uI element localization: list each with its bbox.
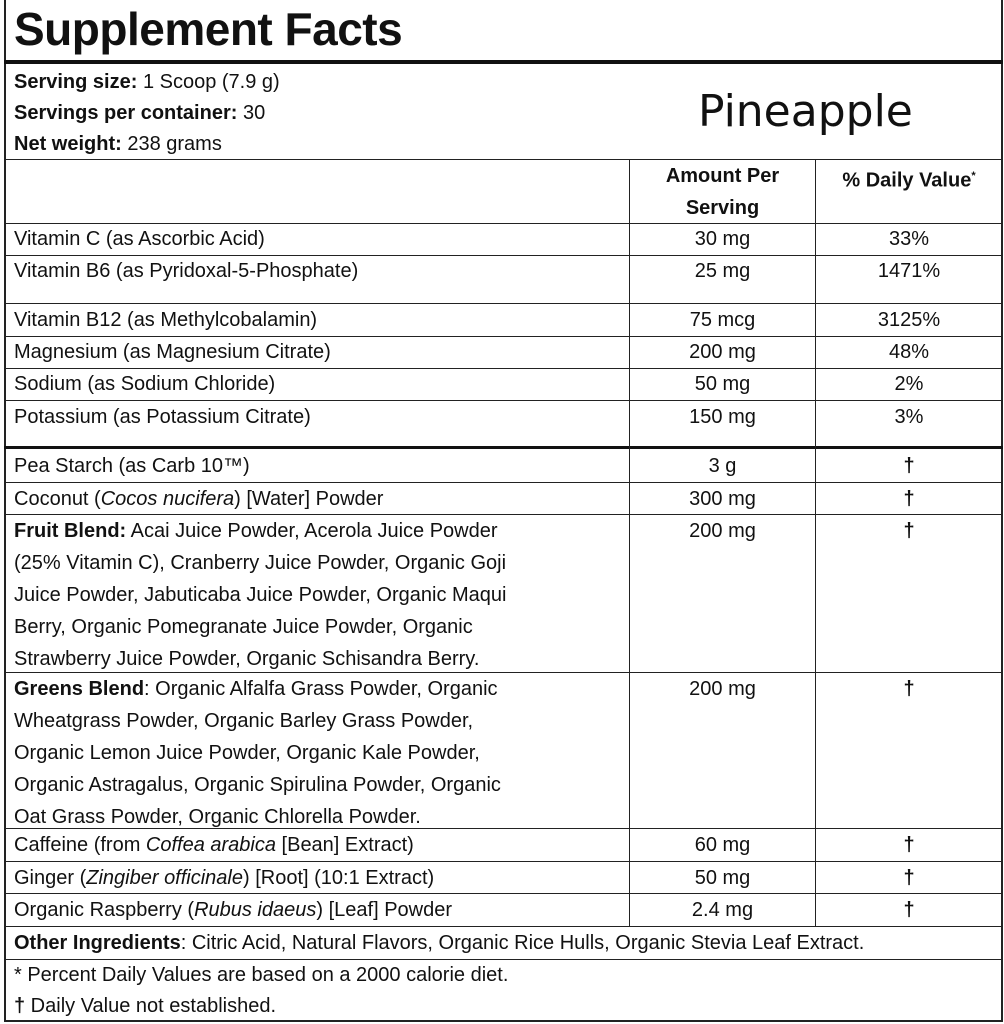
greens-blend-label: Greens Blend [14, 678, 145, 700]
daily-value-header [816, 160, 1002, 197]
ingredient-name-post: ) [Leaf] Powder [316, 899, 452, 921]
greens-blend-line: Organic Lemon Juice Powder, Organic Kale Powder, [14, 742, 480, 764]
servings-per-container-value: 30 [237, 102, 266, 124]
serving-size-label: Serving size: [14, 71, 138, 93]
ingredient-name [14, 483, 624, 515]
amount-header-line1: Amount Per [665, 165, 780, 187]
mineral-amount: 200 mg [689, 341, 756, 363]
vitamin-dv: 33% [888, 228, 930, 250]
servings-per-container [14, 97, 265, 129]
latin-name: Rubus idaeus [194, 899, 317, 921]
amount-header [630, 160, 815, 224]
amount-header-line2: Serving [685, 197, 760, 219]
ingredient-amount: 3 g [708, 455, 737, 477]
title-divider [4, 60, 1003, 64]
other-ingredients-label: Other Ingredients [14, 932, 181, 954]
mineral-amount: 150 mg [689, 406, 756, 428]
other-ingredients [14, 927, 999, 959]
panel-title: Supplement Facts [14, 3, 403, 55]
greens-blend-text: : Organic Alfalfa Grass Powder, Organic [144, 678, 498, 700]
fruit-blend [14, 515, 624, 675]
net-weight-value: 238 grams [121, 133, 222, 155]
dagger-mark: † [903, 488, 915, 510]
ingredient-amount: 60 mg [694, 834, 751, 856]
latin-name: Cocos nucifera [100, 488, 235, 510]
ingredient-name-pre: Organic Raspberry ( [14, 899, 195, 921]
ingredient-name [14, 862, 624, 894]
dagger-mark: † [903, 834, 915, 856]
ingredient-name [14, 894, 624, 926]
ingredient-amount: 50 mg [694, 867, 751, 889]
greens-blend [14, 673, 624, 833]
vitamin-amount: 30 mg [694, 228, 751, 250]
flavor-name: Pineapple [698, 86, 913, 137]
ingredient-name-post: ) [Root] (10:1 Extract) [243, 867, 435, 889]
fruit-blend-line [14, 515, 624, 547]
ingredient-amount: 200 mg [689, 678, 756, 700]
fruit-blend-line: Strawberry Juice Powder, Organic Schisandra Berry. [14, 648, 480, 670]
dagger-mark: † [903, 899, 915, 921]
vitamin-dv: 3125% [877, 309, 941, 331]
dagger-mark: † [903, 867, 915, 889]
vitamin-name: Vitamin B12 (as Methylcobalamin) [14, 309, 318, 331]
vitamin-name: Vitamin C (as Ascorbic Acid) [14, 228, 265, 250]
mineral-dv: 2% [894, 373, 924, 395]
section-divider [4, 446, 1003, 449]
vitamin-dv: 1471% [877, 260, 941, 282]
ingredient-name-pre: Caffeine (from [14, 834, 146, 856]
vitamin-amount: 75 mcg [689, 309, 756, 331]
other-ingredients-text: : Citric Acid, Natural Flavors, Organic Rice Hulls, Organic Stevia Leaf Extract. [180, 932, 865, 954]
greens-blend-line: Organic Astragalus, Organic Spirulina Powder, Organic [14, 774, 501, 796]
mineral-dv: 48% [888, 341, 930, 363]
ingredient-name: Pea Starch (as Carb 10™) [14, 455, 250, 477]
mineral-name: Potassium (as Potassium Citrate) [14, 406, 311, 428]
net-weight-label: Net weight: [14, 133, 122, 155]
vitamin-name: Vitamin B6 (as Pyridoxal-5-Phosphate) [14, 260, 359, 282]
fruit-blend-line: Juice Powder, Jabuticaba Juice Powder, Organic Maqui [14, 584, 507, 606]
fruit-blend-text: Acai Juice Powder, Acerola Juice Powder [126, 520, 498, 542]
serving-size [14, 66, 280, 98]
dagger-symbol: † [14, 995, 26, 1017]
greens-blend-line: Wheatgrass Powder, Organic Barley Grass Powder, [14, 710, 474, 732]
ingredient-amount: 200 mg [689, 520, 756, 542]
ingredient-name-post: ) [Water] Powder [234, 488, 384, 510]
latin-name: Coffea arabica [145, 834, 276, 856]
dagger-footnote-text: Daily Value not established. [25, 995, 277, 1017]
dagger-mark: † [903, 455, 915, 477]
percent-dv-footnote: * Percent Daily Values are based on a 2000 calorie diet. [14, 964, 509, 986]
mineral-dv: 3% [894, 406, 924, 428]
fruit-blend-line: (25% Vitamin C), Cranberry Juice Powder, Organic Goji [14, 552, 507, 574]
fruit-blend-line: Berry, Organic Pomegranate Juice Powder, Organic [14, 616, 473, 638]
daily-value-header-label: % Daily Value [842, 169, 972, 192]
ingredient-name-pre: Coconut ( [14, 488, 101, 510]
greens-blend-line: Oat Grass Powder, Organic Chlorella Powder. [14, 806, 421, 828]
mineral-name: Sodium (as Sodium Chloride) [14, 373, 276, 395]
servings-per-container-label: Servings per container: [14, 102, 238, 124]
dagger-mark: † [903, 520, 915, 542]
latin-name: Zingiber officinale [86, 867, 243, 889]
daily-value-asterisk: * [971, 170, 976, 182]
mineral-amount: 50 mg [694, 373, 751, 395]
greens-blend-line [14, 673, 624, 705]
fruit-blend-label: Fruit Blend: [14, 520, 127, 542]
ingredient-amount: 300 mg [689, 488, 756, 510]
net-weight [14, 128, 222, 160]
dagger-mark: † [903, 678, 915, 700]
ingredient-name [14, 829, 624, 861]
ingredient-name-post: [Bean] Extract) [275, 834, 414, 856]
mineral-name: Magnesium (as Magnesium Citrate) [14, 341, 331, 363]
ingredient-name-pre: Ginger ( [14, 867, 87, 889]
vitamin-amount: 25 mg [694, 260, 751, 282]
serving-size-value: 1 Scoop (7.9 g) [137, 71, 280, 93]
dagger-footnote [14, 990, 276, 1022]
ingredient-amount: 2.4 mg [691, 899, 754, 921]
